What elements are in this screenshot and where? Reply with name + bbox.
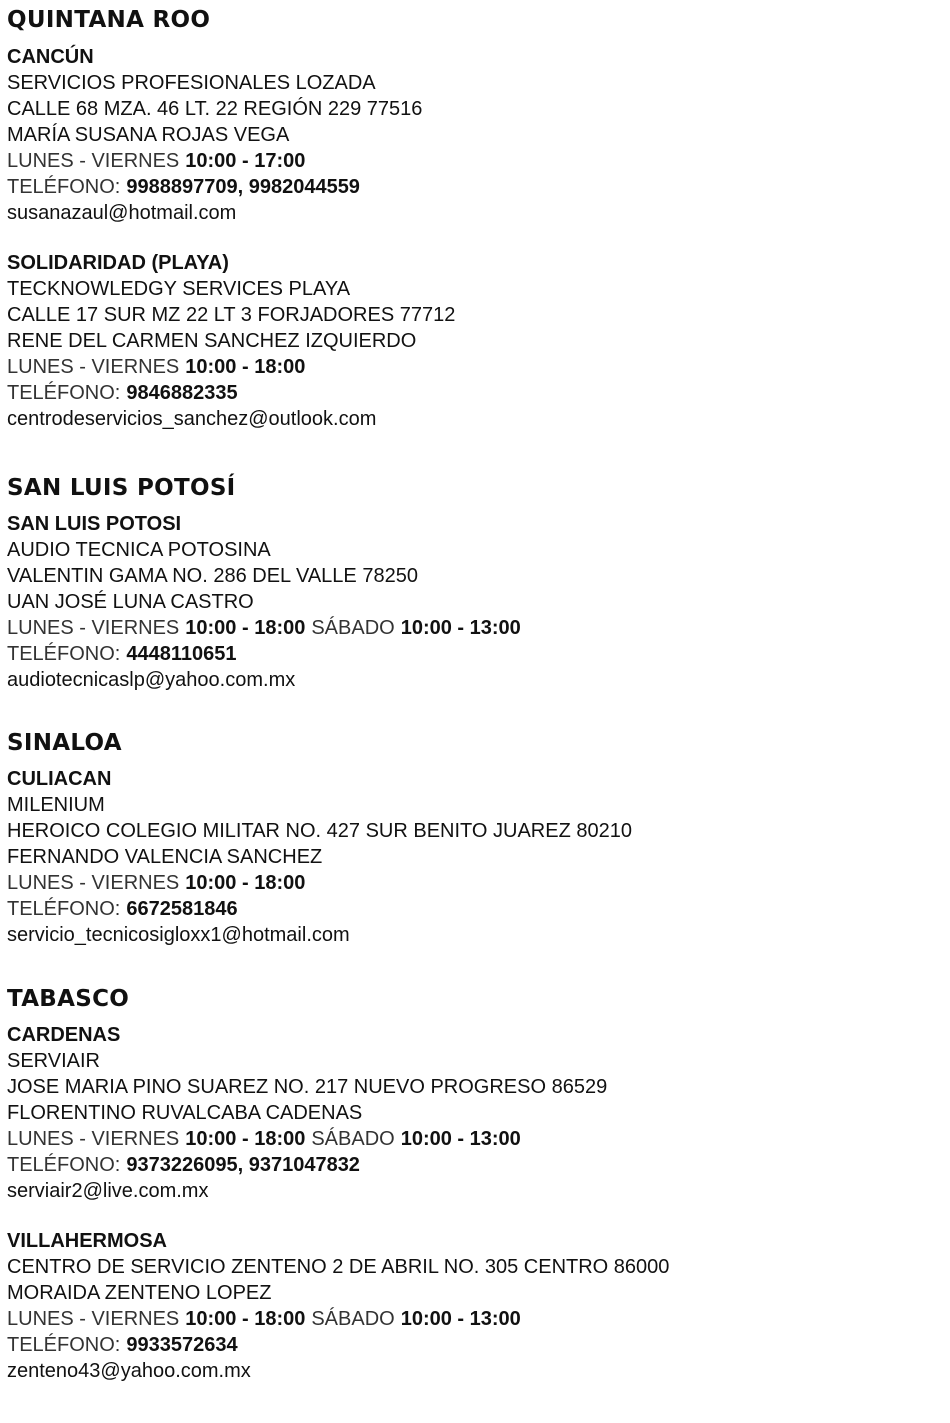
- address: CALLE 68 MZA. 46 LT. 22 REGIÓN 229 77516: [7, 98, 423, 120]
- weekday-label: LUNES - VIERNES: [7, 872, 180, 894]
- address: HEROICO COLEGIO MILITAR NO. 427 SUR BENITO JUAREZ 80210: [7, 820, 632, 842]
- saturday-label: SÁBADO: [311, 1128, 395, 1150]
- service-center: [7, 1022, 607, 1204]
- contact-name: RENE DEL CARMEN SANCHEZ IZQUIERDO: [7, 330, 417, 352]
- phone-label: TELÉFONO:: [7, 1154, 121, 1176]
- business-name: SERVIAIR: [7, 1050, 100, 1072]
- phone-line: [7, 641, 521, 667]
- service-center: [7, 766, 632, 948]
- phone-line: [7, 174, 422, 200]
- state-heading: TABASCO: [7, 986, 130, 1012]
- saturday-hours: 10:00 - 13:00: [400, 1308, 521, 1330]
- address: VALENTIN GAMA NO. 286 DEL VALLE 78250: [7, 565, 418, 587]
- city-name: CULIACAN: [7, 768, 112, 790]
- saturday-label: SÁBADO: [311, 617, 395, 639]
- weekday-label: LUNES - VIERNES: [7, 1128, 180, 1150]
- service-center: [7, 250, 455, 432]
- business-name: AUDIO TECNICA POTOSINA: [7, 539, 271, 561]
- phone-label: TELÉFONO:: [7, 1334, 121, 1356]
- city-name: CARDENAS: [7, 1024, 121, 1046]
- saturday-label: SÁBADO: [311, 1308, 395, 1330]
- weekday-hours: 10:00 - 18:00: [185, 617, 306, 639]
- phone-line: [7, 1332, 669, 1358]
- email-address: serviair2@live.com.mx: [7, 1180, 209, 1202]
- phone-line: [7, 380, 455, 406]
- opening-hours: [7, 1306, 669, 1332]
- phone-number: 9373226095, 9371047832: [126, 1154, 360, 1176]
- email-address: audiotecnicaslp@yahoo.com.mx: [7, 669, 296, 691]
- weekday-hours: 10:00 - 18:00: [185, 1128, 306, 1150]
- phone-label: TELÉFONO:: [7, 643, 121, 665]
- business-name: MILENIUM: [7, 794, 105, 816]
- city-name: VILLAHERMOSA: [7, 1230, 167, 1252]
- city-name: CANCÚN: [7, 46, 94, 68]
- contact-name: FLORENTINO RUVALCABA CADENAS: [7, 1102, 363, 1124]
- service-center: [7, 44, 422, 226]
- weekday-label: LUNES - VIERNES: [7, 150, 180, 172]
- phone-label: TELÉFONO:: [7, 176, 121, 198]
- email-address: servicio_tecnicosigloxx1@hotmail.com: [7, 924, 350, 946]
- city-name: SAN LUIS POTOSI: [7, 513, 182, 535]
- service-center: [7, 511, 521, 693]
- weekday-label: LUNES - VIERNES: [7, 617, 180, 639]
- opening-hours: [7, 870, 632, 896]
- business-name: TECKNOWLEDGY SERVICES PLAYA: [7, 278, 351, 300]
- weekday-hours: 10:00 - 18:00: [185, 1308, 306, 1330]
- phone-number: 9988897709, 9982044559: [126, 176, 360, 198]
- email-address: zenteno43@yahoo.com.mx: [7, 1360, 251, 1382]
- city-name: SOLIDARIDAD (PLAYA): [7, 252, 229, 274]
- phone-label: TELÉFONO:: [7, 382, 121, 404]
- phone-line: [7, 1152, 607, 1178]
- state-heading: SAN LUIS POTOSÍ: [7, 475, 236, 501]
- contact-name: UAN JOSÉ LUNA CASTRO: [7, 591, 254, 613]
- weekday-hours: 10:00 - 18:00: [185, 356, 306, 378]
- state-heading: QUINTANA ROO: [7, 7, 211, 33]
- business-name: CENTRO DE SERVICIO ZENTENO 2 DE ABRIL NO. 305 CENTRO 86000: [7, 1256, 670, 1278]
- opening-hours: [7, 354, 455, 380]
- opening-hours: [7, 148, 422, 174]
- saturday-hours: 10:00 - 13:00: [400, 1128, 521, 1150]
- phone-line: [7, 896, 632, 922]
- contact-name: MARÍA SUSANA ROJAS VEGA: [7, 124, 290, 146]
- phone-number: 9933572634: [126, 1334, 238, 1356]
- business-name: SERVICIOS PROFESIONALES LOZADA: [7, 72, 376, 94]
- state-heading: SINALOA: [7, 730, 122, 756]
- weekday-label: LUNES - VIERNES: [7, 356, 180, 378]
- phone-number: 4448110651: [126, 643, 237, 665]
- opening-hours: [7, 615, 521, 641]
- phone-number: 6672581846: [126, 898, 238, 920]
- email-address: susanazaul@hotmail.com: [7, 202, 237, 224]
- weekday-hours: 10:00 - 18:00: [185, 872, 306, 894]
- phone-number: 9846882335: [126, 382, 238, 404]
- address: CALLE 17 SUR MZ 22 LT 3 FORJADORES 77712: [7, 304, 456, 326]
- service-center: [7, 1228, 669, 1384]
- email-address: centrodeservicios_sanchez@outlook.com: [7, 408, 377, 430]
- weekday-label: LUNES - VIERNES: [7, 1308, 180, 1330]
- phone-label: TELÉFONO:: [7, 898, 121, 920]
- saturday-hours: 10:00 - 13:00: [400, 617, 521, 639]
- contact-name: FERNANDO VALENCIA SANCHEZ: [7, 846, 323, 868]
- opening-hours: [7, 1126, 607, 1152]
- address: JOSE MARIA PINO SUAREZ NO. 217 NUEVO PROGRESO 86529: [7, 1076, 608, 1098]
- contact-name: MORAIDA ZENTENO LOPEZ: [7, 1282, 272, 1304]
- weekday-hours: 10:00 - 17:00: [185, 150, 306, 172]
